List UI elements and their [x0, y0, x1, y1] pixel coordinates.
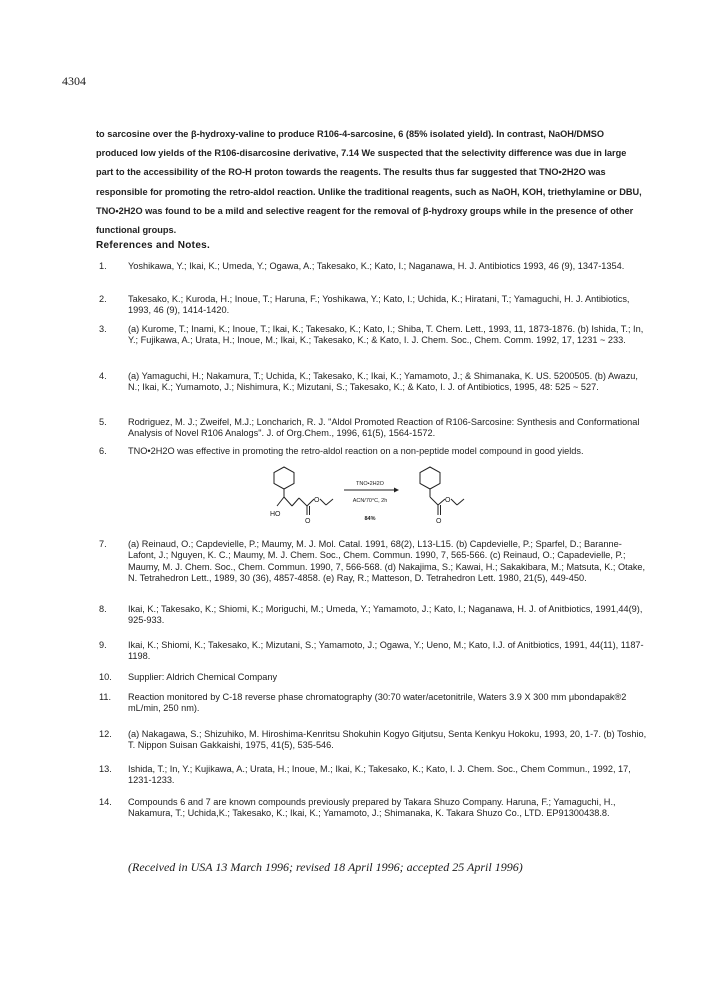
yield-label: 84%	[364, 516, 376, 522]
received-dates-line: (Received in USA 13 March 1996; revised 18 April 1996; accepted 25 April 1996)	[128, 860, 523, 874]
reference-text: (a) Yamaguchi, H.; Nakamura, T.; Uchida, K.; Takesako, K.; Ikai, K.; Yamamoto, J.; & Shimanaka, K. US. 5200505. (b) Awazu, N.; Ikai, K.; Yumamoto, J.; Nishimura, K.; Mizutani, S.; Takesako, K.; & Kato, I. J. of Antibiotics, 1995, 48: 525 ~ 527.	[128, 371, 638, 393]
reference-number: 12.	[99, 729, 112, 739]
product-structure	[420, 467, 464, 515]
starting-material-structure	[274, 467, 333, 515]
reference-text: Ikai, K.; Takesako, K.; Shiomi, K.; Moriguchi, M.; Umeda, Y.; Yamamoto, J.; Kato, I.; Naganawa, H. J. of Anitbiotics, 1991,44(9), 925-933.	[128, 604, 643, 626]
reference-text: TNO•2H2O was effective in promoting the retro-aldol reaction on a non-peptide model compound in good yields.	[128, 446, 584, 456]
product-carbonyl-oxygen-label: O	[436, 518, 442, 525]
reference-text: Reaction monitored by C-18 reverse phase chromatography (30:70 water/acetonitrile, Waters 3.9 X 300 mm μbondapak®2 mL/min, 250 nm).	[128, 692, 627, 714]
product-ester-oxygen-label: O	[445, 497, 451, 504]
reference-number: 6.	[99, 446, 107, 456]
hydroxy-label: HO	[270, 511, 281, 518]
reference-number: 5.	[99, 417, 107, 427]
reference-text: (a) Nakagawa, S.; Shizuhiko, M. Hiroshima-Kenritsu Shokuhin Kogyo Gitjutsu, Senta Kenkyu Hokoku, 1993, 20, 1-7. (b) Toshio, T. Nippon Suisan Gakkaishi, 1975, 41(5), 535-546.	[128, 729, 647, 751]
body-paragraph: to sarcosine over the β-hydroxy-valine to produce R106-4-sarcosine, 6 (85% isolated yield). In contrast, NaOH/DMSO produced low yields of the R106-disarcosine derivative, 7.14 We suspected that the selectivity difference was due in large part to the accessibility of the RO-H proton towards the reagents. The results thus far suggested that TNO•2H2O was responsible for promoting the retro-aldol reaction. Unlike the traditional reagents, such as NaOH, KOH, triethylamine or DBU, TNO•2H2O was found to be a mild and selective reagent for the removal of β-hydroxy groups while in the presence of other functional groups.	[96, 129, 642, 236]
reference-number: 13.	[99, 764, 112, 774]
reference-text: Ikai, K.; Shiomi, K.; Takesako, K.; Mizutani, S.; Yamamoto, J.; Ogawa, Y.; Ueno, M.; Kato, I.J. of Anitbiotics, 1991, 44(11), 1187-1198.	[128, 640, 644, 662]
references-heading: References and Notes.	[96, 240, 211, 251]
arrow-head-icon	[394, 488, 399, 493]
reference-number: 9.	[99, 640, 107, 650]
reference-text: Compounds 6 and 7 are known compounds previously prepared by Takara Shuzo Company. Haruna, F.; Yamaguchi, H., Nakamura, T.; Uchida,K.; Takesako, K.; Ikai, K.; Yamamoto, J.; Shimanaka, K. Takara Shuzo Co., LTD. EP91300438.8.	[128, 797, 616, 819]
reference-number: 7.	[99, 539, 107, 549]
reference-number: 2.	[99, 294, 107, 304]
reference-number: 10.	[99, 672, 112, 682]
carbonyl-oxygen-label: O	[305, 518, 311, 525]
reference-text: (a) Reinaud, O.; Capdevielle, P.; Maumy, M. J. Mol. Catal. 1991, 68(2), L13-L15. (b) Capdevielle, P.; Sparfel, D.; Baranne-Lafont, J.; Nguyen, K. C.; Maumy, M. J. Chem. Soc., Chem. Commun. 1990, 7, 565-566. (c) Reinaud, O.; Capadevielle, P.; Maumy, M. J. Chem. Soc., Chem. Commun. 1990, 7, 566-568. (d) Nakajima, S.; Kawai, H.; Sakakibara, M.; Matsuta, K.; Otake, N. Tetrahedron Lett., 1989, 30 (36), 4857-4858. (e) Ray, R.; Matteson, D. Tetrahedron Lett. 1980, 21(5), 449-450.	[128, 539, 646, 584]
page-number: 4304	[62, 74, 86, 88]
reference-number: 14.	[99, 797, 112, 807]
reaction-scheme	[272, 464, 502, 528]
conditions-label: ACN/70°C, 2h	[352, 498, 388, 504]
reference-text: Supplier: Aldrich Chemical Company	[128, 672, 278, 682]
reagent-label: TNO•2H2O	[356, 481, 384, 487]
reference-text: Yoshikawa, Y.; Ikai, K.; Umeda, Y.; Ogawa, A.; Takesako, K.; Kato, I.; Naganawa, H. J. Antibiotics 1993, 46 (9), 1347-1354.	[128, 261, 625, 271]
reference-number: 8.	[99, 604, 107, 614]
reference-text: Takesako, K.; Kuroda, H.; Inoue, T.; Haruna, F.; Yoshikawa, Y.; Kato, I.; Uchida, K.; Hiratani, T.; Yamaguchi, H. J. Antibiotics, 1993, 46 (9), 1414-1420.	[128, 294, 630, 316]
reference-number: 3.	[99, 324, 107, 334]
reference-text: Rodriguez, M. J.; Zweifel, M.J.; Loncharich, R. J. "Aldol Promoted Reaction of R106-Sarcosine: Synthesis and Conformational Analysis of Novel R106 Analogs". J. of Org.Chem., 1996, 61(5), 1564-1572.	[128, 417, 640, 439]
reference-number: 4.	[99, 371, 107, 381]
reference-number: 1.	[99, 261, 107, 271]
ester-oxygen-label: O	[314, 497, 320, 504]
reference-number: 11.	[99, 692, 112, 702]
reference-text: Ishida, T.; In, Y.; Kujikawa, A.; Urata, H.; Inoue, M.; Ikai, K.; Takesako, K.; Kato, I. J. Chem. Soc., Chem Commun., 1992, 17, 1231-1233.	[128, 764, 631, 786]
reference-text: (a) Kurome, T.; Inami, K.; Inoue, T.; Ikai, K.; Takesako, K.; Kato, I.; Shiba, T. Chem. Lett., 1993, 11, 1873-1876. (b) Ishida, T.; In, Y.; Fujikawa, A.; Urata, H.; Inoue, M.; Ikai, K.; Takesako, K.; & Kato, I. J. Chem. Soc., Chem. Comm. 1992, 17, 1231 ~ 233.	[128, 324, 644, 346]
